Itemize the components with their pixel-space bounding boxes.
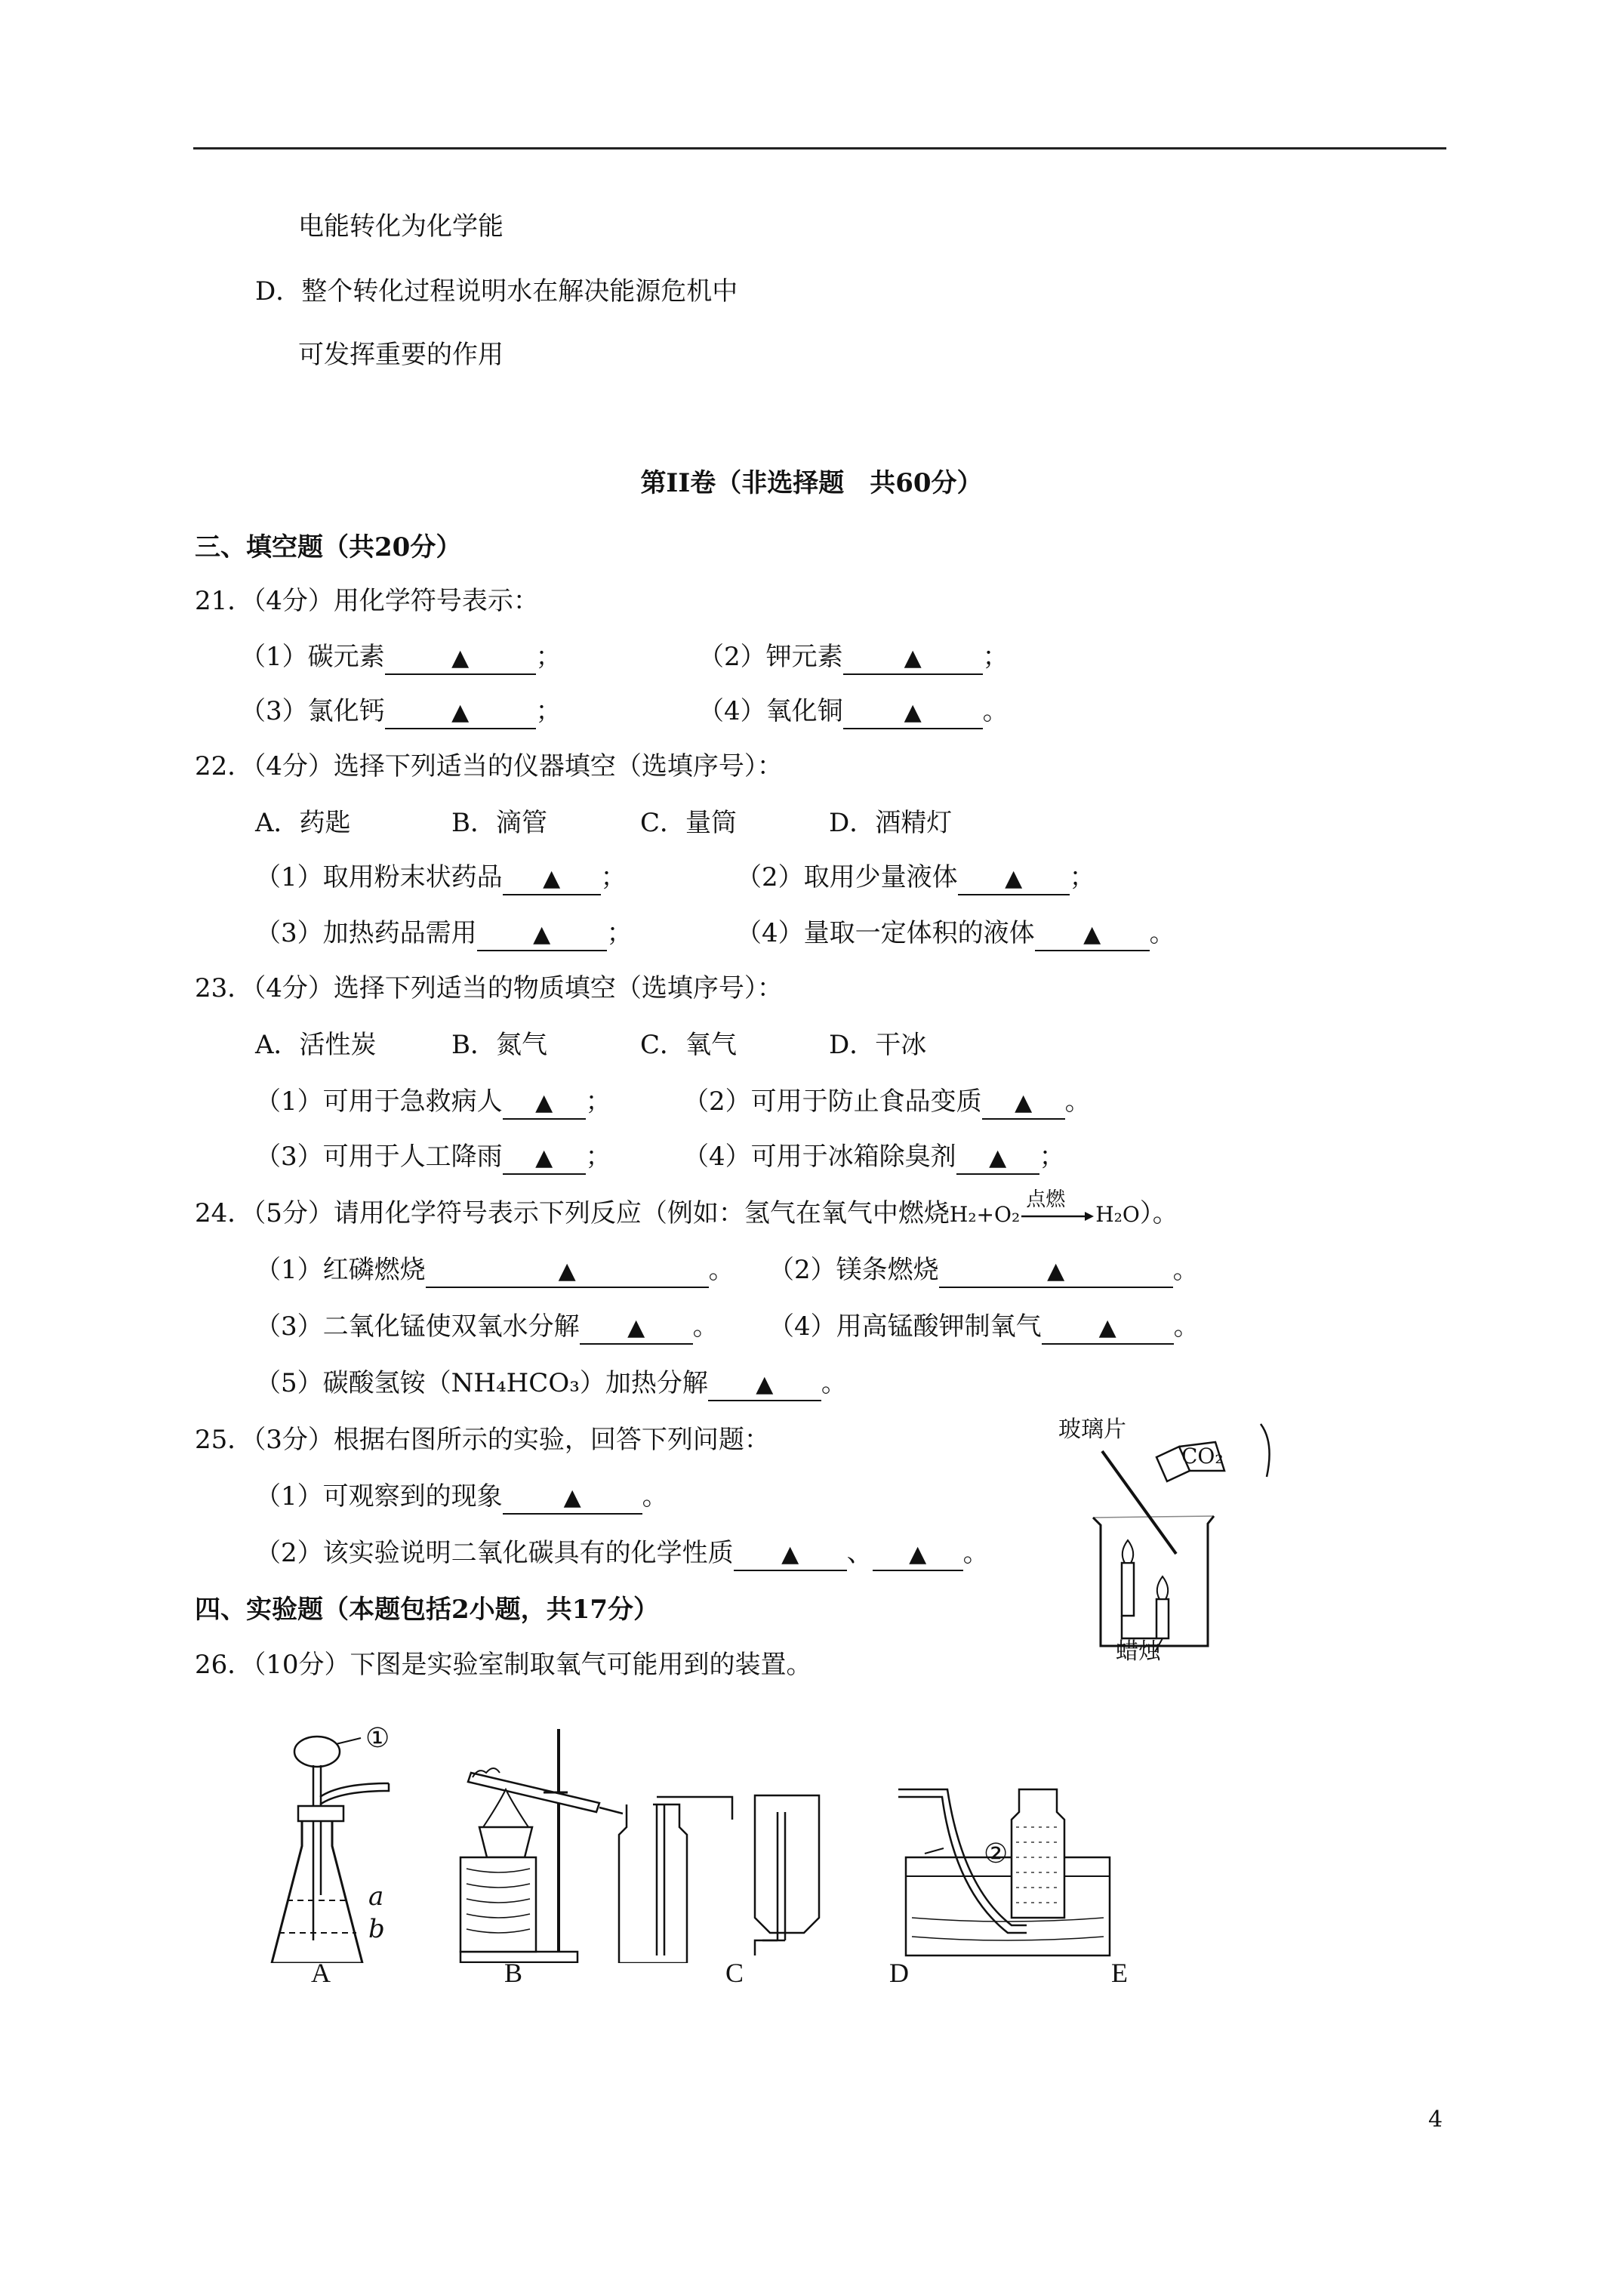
answer-blank[interactable]: [956, 1142, 1039, 1175]
q21-item-4: [698, 695, 1009, 729]
triangle-marker-icon: ▲: [543, 865, 561, 892]
triangle-marker-icon: ▲: [904, 699, 922, 726]
q23-item-1-label: （1）可用于急救病人: [255, 1086, 503, 1117]
q24-item-2: [768, 1253, 1199, 1288]
answer-blank[interactable]: [734, 1538, 847, 1571]
punct: ；: [1039, 1142, 1065, 1172]
punct: ；: [585, 1142, 611, 1172]
q23-item-4: [683, 1140, 1065, 1175]
q22-item-2: [736, 861, 1095, 895]
answer-blank[interactable]: [1035, 918, 1150, 951]
punct: 。: [1173, 1311, 1200, 1342]
q24-stem-end: ）。: [1139, 1198, 1178, 1228]
q22-item-3-label: （3）加热药品需用: [255, 918, 477, 948]
q24-stem: [195, 1188, 1178, 1231]
q21-item-1-label: （1）碳元素: [240, 642, 385, 672]
q24-item-5-label: （5）碳酸氢铵（NH₄HCO₃）加热分解: [255, 1368, 708, 1398]
answer-blank[interactable]: [385, 696, 536, 729]
q25-item-1-label: （1）可观察到的现象: [255, 1481, 503, 1512]
answer-blank[interactable]: [843, 696, 983, 729]
q25-stem: 25．（3分）根据右图所示的实验，回答下列问题：: [195, 1425, 770, 1455]
punct: ；: [982, 642, 1009, 672]
punct: ；: [1069, 862, 1095, 892]
triangle-marker-icon: ▲: [1015, 1089, 1033, 1116]
header-rule: [193, 147, 1446, 149]
punct: 。: [708, 1255, 735, 1285]
punct: ；: [585, 1086, 611, 1117]
label-b: B: [504, 1958, 523, 1988]
triangle-marker-icon: ▲: [989, 1145, 1007, 1171]
label-d: D: [889, 1958, 909, 1988]
q24-item-3-label: （3）二氧化锰使双氧水分解: [255, 1311, 580, 1342]
answer-blank[interactable]: [426, 1255, 709, 1288]
q23-item-2-label: （2）可用于防止食品变质: [683, 1086, 982, 1117]
answer-blank[interactable]: [503, 862, 601, 895]
arrow-icon: [1020, 1200, 1095, 1230]
q21-item-4-label: （4）氧化铜: [698, 696, 843, 726]
q24-item-1: [255, 1253, 735, 1288]
apparatus-e: [898, 1789, 1110, 1955]
q23-option-d: D．干冰: [829, 1030, 927, 1060]
punct: ；: [535, 642, 562, 672]
q24-item-5: [255, 1367, 847, 1401]
answer-blank[interactable]: [503, 1481, 642, 1515]
triangle-marker-icon: ▲: [535, 1089, 553, 1116]
q22-item-1-label: （1）取用粉末状药品: [255, 862, 503, 892]
q22-option-c: C．量筒: [640, 808, 738, 838]
q24-item-4: [768, 1310, 1200, 1345]
part3-heading: 三、填空题（共20分）: [195, 532, 462, 562]
label-e: E: [1111, 1958, 1128, 1988]
q23-option-b: B．氮气: [451, 1030, 547, 1060]
arrow-condition: 点燃: [1026, 1188, 1066, 1211]
answer-blank[interactable]: [982, 1086, 1065, 1120]
q22-option-b: B．滴管: [451, 808, 547, 838]
punct: 。: [1149, 918, 1175, 948]
answer-blank[interactable]: [708, 1368, 821, 1401]
example-reactants: H₂+O₂: [949, 1202, 1021, 1227]
option-d-line2: 可发挥重要的作用: [298, 340, 504, 370]
label-c: C: [725, 1958, 744, 1988]
section-title: 第II卷（非选择题 共60分）: [640, 468, 983, 498]
q23-item-3-label: （3）可用于人工降雨: [255, 1142, 503, 1172]
punct: 。: [692, 1311, 719, 1342]
q21-item-3: [240, 695, 562, 729]
answer-blank[interactable]: [958, 862, 1070, 895]
candle-label: 蜡烛: [1116, 1638, 1161, 1665]
triangle-marker-icon: ▲: [756, 1371, 774, 1398]
triangle-marker-icon: ▲: [558, 1258, 576, 1284]
answer-blank[interactable]: [1042, 1311, 1174, 1345]
q24-item-2-label: （2）镁条燃烧: [768, 1255, 939, 1285]
q25-item-1: [255, 1480, 668, 1515]
apparatus-diagram: [257, 1714, 1261, 1963]
triangle-marker-icon: ▲: [1005, 865, 1023, 892]
q23-option-a: A．活性炭: [255, 1030, 377, 1060]
triangle-marker-icon: ▲: [451, 699, 470, 726]
answer-blank[interactable]: [939, 1255, 1173, 1288]
triangle-marker-icon: ▲: [909, 1541, 927, 1567]
apparatus-d: [755, 1795, 819, 1955]
punct: ；: [535, 696, 562, 726]
apparatus-b: [460, 1729, 623, 1963]
q23-item-4-label: （4）可用于冰箱除臭剂: [683, 1142, 956, 1172]
q24-item-3: [255, 1310, 719, 1345]
punct: 。: [1172, 1255, 1199, 1285]
q21-item-2: [698, 640, 1009, 675]
apparatus-c: [619, 1797, 732, 1963]
q23-item-3: [255, 1140, 611, 1175]
q21-item-2-label: （2）钾元素: [698, 642, 843, 672]
q22-option-d: D．酒精灯: [829, 808, 953, 838]
answer-blank[interactable]: [580, 1311, 693, 1345]
q25-item-2-label: （2）该实验说明二氧化碳具有的化学性质: [255, 1538, 734, 1568]
option-d-line1: D．整个转化过程说明水在解决能源危机中: [255, 276, 738, 307]
triangle-marker-icon: ▲: [451, 645, 470, 671]
q21-stem: 21．（4分）用化学符号表示：: [195, 586, 539, 616]
triangle-marker-icon: ▲: [627, 1314, 645, 1341]
triangle-marker-icon: ▲: [535, 1145, 553, 1171]
q22-item-3: [255, 917, 633, 951]
answer-blank[interactable]: [477, 918, 607, 951]
mark-b: b: [368, 1914, 385, 1944]
answer-blank[interactable]: [873, 1538, 963, 1571]
callout-2: ②: [984, 1838, 1009, 1869]
triangle-marker-icon: ▲: [781, 1541, 799, 1567]
beaker-diagram: [1049, 1412, 1291, 1669]
triangle-marker-icon: ▲: [1098, 1314, 1116, 1341]
page-number: 4: [1428, 2106, 1443, 2133]
q21-item-3-label: （3）氯化钙: [240, 696, 385, 726]
label-a: A: [311, 1958, 331, 1988]
example-product: H₂O: [1095, 1202, 1140, 1227]
reaction-arrow: [1020, 1188, 1095, 1230]
triangle-marker-icon: ▲: [1083, 921, 1101, 948]
triangle-marker-icon: ▲: [1047, 1258, 1065, 1284]
triangle-marker-icon: ▲: [904, 645, 922, 671]
punct: 。: [642, 1481, 668, 1512]
q22-item-1: [255, 861, 627, 895]
q23-item-2: [683, 1085, 1091, 1120]
answer-blank[interactable]: [843, 642, 983, 675]
q23-option-c: C．氧气: [640, 1030, 738, 1060]
q21-item-1: [240, 640, 562, 675]
punct: ；: [600, 862, 627, 892]
q22-item-4-label: （4）量取一定体积的液体: [736, 918, 1035, 948]
q23-stem: 23．（4分）选择下列适当的物质填空（选填序号）：: [195, 973, 783, 1003]
glass-plate-label: 玻璃片: [1058, 1416, 1126, 1443]
punct: 。: [1064, 1086, 1091, 1117]
q23-item-1: [255, 1085, 611, 1120]
q22-item-4: [736, 917, 1175, 951]
punct: 。: [962, 1538, 989, 1568]
q22-stem: 22．（4分）选择下列适当的仪器填空（选填序号）：: [195, 751, 783, 781]
answer-blank[interactable]: [385, 642, 536, 675]
q22-item-2-label: （2）取用少量液体: [736, 862, 958, 892]
q22-option-a: A．药匙: [255, 808, 351, 838]
part4-heading: 四、实验题（本题包括2小题，共17分）: [195, 1595, 659, 1625]
q24-item-1-label: （1）红磷燃烧: [255, 1255, 426, 1285]
co2-label: CO₂: [1181, 1444, 1224, 1469]
triangle-marker-icon: ▲: [563, 1484, 581, 1511]
answer-blank[interactable]: [503, 1142, 586, 1175]
q25-item-2: [255, 1536, 989, 1571]
punct: 。: [821, 1368, 847, 1398]
mark-a: a: [368, 1881, 384, 1912]
q26-stem: 26．（10分）下图是实验室制取氧气可能用到的装置。: [195, 1650, 812, 1680]
triangle-marker-icon: ▲: [533, 921, 551, 948]
option-c-continuation: 电能转化为化学能: [298, 211, 504, 242]
co2-candle-figure: [1049, 1412, 1291, 1669]
answer-blank[interactable]: [503, 1086, 586, 1120]
punct: ；: [606, 918, 633, 948]
q24-item-4-label: （4）用高锰酸钾制氧气: [768, 1311, 1042, 1342]
punct: 。: [982, 696, 1009, 726]
callout-1: ①: [365, 1723, 390, 1754]
q24-stem-text: 24．（5分）请用化学符号表示下列反应（例如：氢气在氧气中燃烧: [195, 1198, 950, 1228]
punct: 、: [846, 1538, 873, 1568]
